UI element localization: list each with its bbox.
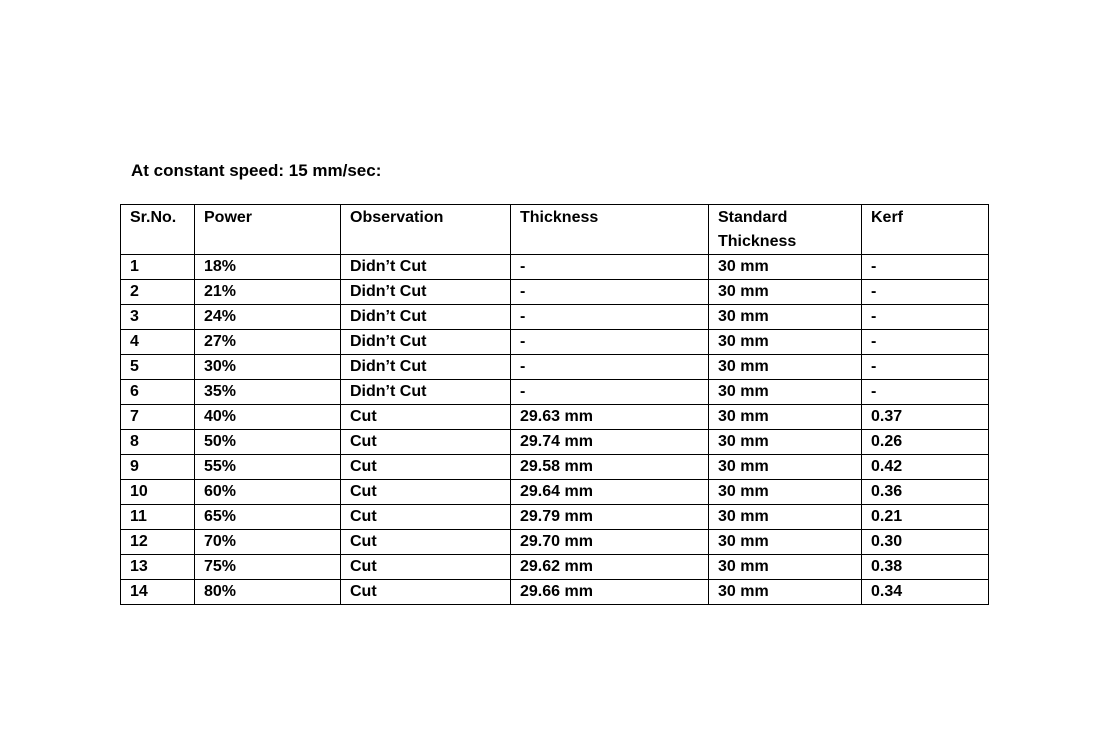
cell-standard-thickness: 30 mm: [709, 430, 862, 455]
cell-power: 24%: [195, 305, 341, 330]
cell-kerf: -: [862, 280, 989, 305]
cell-thickness: -: [511, 330, 709, 355]
cell-sr-no: 5: [121, 355, 195, 380]
cell-sr-no: 14: [121, 580, 195, 605]
cell-observation: Cut: [341, 505, 511, 530]
cell-standard-thickness: 30 mm: [709, 280, 862, 305]
cell-thickness: -: [511, 255, 709, 280]
header-text: Thickness: [520, 209, 599, 226]
cell-standard-thickness: 30 mm: [709, 405, 862, 430]
cell-standard-thickness: 30 mm: [709, 305, 862, 330]
cell-observation: Cut: [341, 480, 511, 505]
cell-standard-thickness: 30 mm: [709, 505, 862, 530]
table-row: [121, 355, 989, 380]
table-caption: At constant speed: 15 mm/sec:: [131, 161, 382, 180]
cell-sr-no: 8: [121, 430, 195, 455]
table-row: [121, 580, 989, 605]
cell-thickness: 29.66 mm: [511, 580, 709, 605]
table-row: [121, 255, 989, 280]
cell-standard-thickness: 30 mm: [709, 380, 862, 405]
header-cell-observation: [341, 205, 511, 255]
table-row: [121, 380, 989, 405]
cell-power: 50%: [195, 430, 341, 455]
cell-kerf: 0.38: [862, 555, 989, 580]
cell-observation: Didn’t Cut: [341, 380, 511, 405]
table-row: [121, 555, 989, 580]
cell-kerf: 0.34: [862, 580, 989, 605]
cell-observation: Didn’t Cut: [341, 255, 511, 280]
table-row: [121, 530, 989, 555]
cell-thickness: 29.74 mm: [511, 430, 709, 455]
cell-observation: Didn’t Cut: [341, 330, 511, 355]
cell-kerf: 0.21: [862, 505, 989, 530]
cell-power: 35%: [195, 380, 341, 405]
cell-observation: Cut: [341, 405, 511, 430]
cell-standard-thickness: 30 mm: [709, 480, 862, 505]
header-cell-power: [195, 205, 341, 255]
cell-observation: Cut: [341, 555, 511, 580]
table-row: [121, 405, 989, 430]
cell-sr-no: 2: [121, 280, 195, 305]
cell-power: 18%: [195, 255, 341, 280]
cell-observation: Cut: [341, 430, 511, 455]
cell-kerf: 0.30: [862, 530, 989, 555]
cell-thickness: 29.70 mm: [511, 530, 709, 555]
table-header-row: [121, 205, 989, 255]
header-text: Observation: [350, 209, 444, 226]
cell-observation: Cut: [341, 580, 511, 605]
cell-sr-no: 11: [121, 505, 195, 530]
cell-thickness: 29.79 mm: [511, 505, 709, 530]
header-cell-thickness: [511, 205, 709, 255]
header-text: Thickness: [718, 233, 797, 250]
results-table: [120, 204, 989, 605]
cell-power: 75%: [195, 555, 341, 580]
cell-standard-thickness: 30 mm: [709, 330, 862, 355]
cell-kerf: -: [862, 355, 989, 380]
cell-power: 60%: [195, 480, 341, 505]
cell-power: 30%: [195, 355, 341, 380]
cell-observation: Cut: [341, 530, 511, 555]
table-row: [121, 505, 989, 530]
header-cell-standard-thickness: [709, 205, 862, 255]
cell-standard-thickness: 30 mm: [709, 530, 862, 555]
table-row: [121, 480, 989, 505]
cell-standard-thickness: 30 mm: [709, 555, 862, 580]
cell-power: 55%: [195, 455, 341, 480]
cell-sr-no: 10: [121, 480, 195, 505]
cell-kerf: 0.26: [862, 430, 989, 455]
cell-sr-no: 12: [121, 530, 195, 555]
table-row: [121, 455, 989, 480]
cell-power: 21%: [195, 280, 341, 305]
cell-power: 70%: [195, 530, 341, 555]
cell-sr-no: 4: [121, 330, 195, 355]
table-row: [121, 430, 989, 455]
cell-power: 40%: [195, 405, 341, 430]
cell-sr-no: 7: [121, 405, 195, 430]
cell-sr-no: 9: [121, 455, 195, 480]
results-table-body: [121, 205, 989, 605]
cell-thickness: -: [511, 380, 709, 405]
cell-thickness: 29.63 mm: [511, 405, 709, 430]
header-cell-sr-no: [121, 205, 195, 255]
cell-kerf: -: [862, 255, 989, 280]
cell-kerf: -: [862, 380, 989, 405]
cell-sr-no: 13: [121, 555, 195, 580]
cell-thickness: -: [511, 355, 709, 380]
cell-standard-thickness: 30 mm: [709, 355, 862, 380]
cell-observation: Cut: [341, 455, 511, 480]
cell-kerf: 0.36: [862, 480, 989, 505]
cell-thickness: 29.58 mm: [511, 455, 709, 480]
cell-standard-thickness: 30 mm: [709, 455, 862, 480]
header-text: Standard: [718, 209, 788, 226]
cell-thickness: 29.64 mm: [511, 480, 709, 505]
cell-thickness: -: [511, 305, 709, 330]
cell-power: 27%: [195, 330, 341, 355]
cell-kerf: -: [862, 305, 989, 330]
header-text: Sr.No.: [130, 209, 177, 226]
cell-sr-no: 3: [121, 305, 195, 330]
cell-kerf: 0.42: [862, 455, 989, 480]
table-row: [121, 330, 989, 355]
cell-sr-no: 1: [121, 255, 195, 280]
cell-thickness: 29.62 mm: [511, 555, 709, 580]
cell-standard-thickness: 30 mm: [709, 580, 862, 605]
cell-power: 65%: [195, 505, 341, 530]
cell-observation: Didn’t Cut: [341, 305, 511, 330]
table-row: [121, 305, 989, 330]
cell-observation: Didn’t Cut: [341, 280, 511, 305]
cell-power: 80%: [195, 580, 341, 605]
cell-kerf: -: [862, 330, 989, 355]
cell-observation: Didn’t Cut: [341, 355, 511, 380]
cell-standard-thickness: 30 mm: [709, 255, 862, 280]
header-text: Kerf: [871, 209, 904, 226]
table-row: [121, 280, 989, 305]
cell-kerf: 0.37: [862, 405, 989, 430]
header-cell-kerf: [862, 205, 989, 255]
header-text: Power: [204, 209, 253, 226]
cell-sr-no: 6: [121, 380, 195, 405]
cell-thickness: -: [511, 280, 709, 305]
